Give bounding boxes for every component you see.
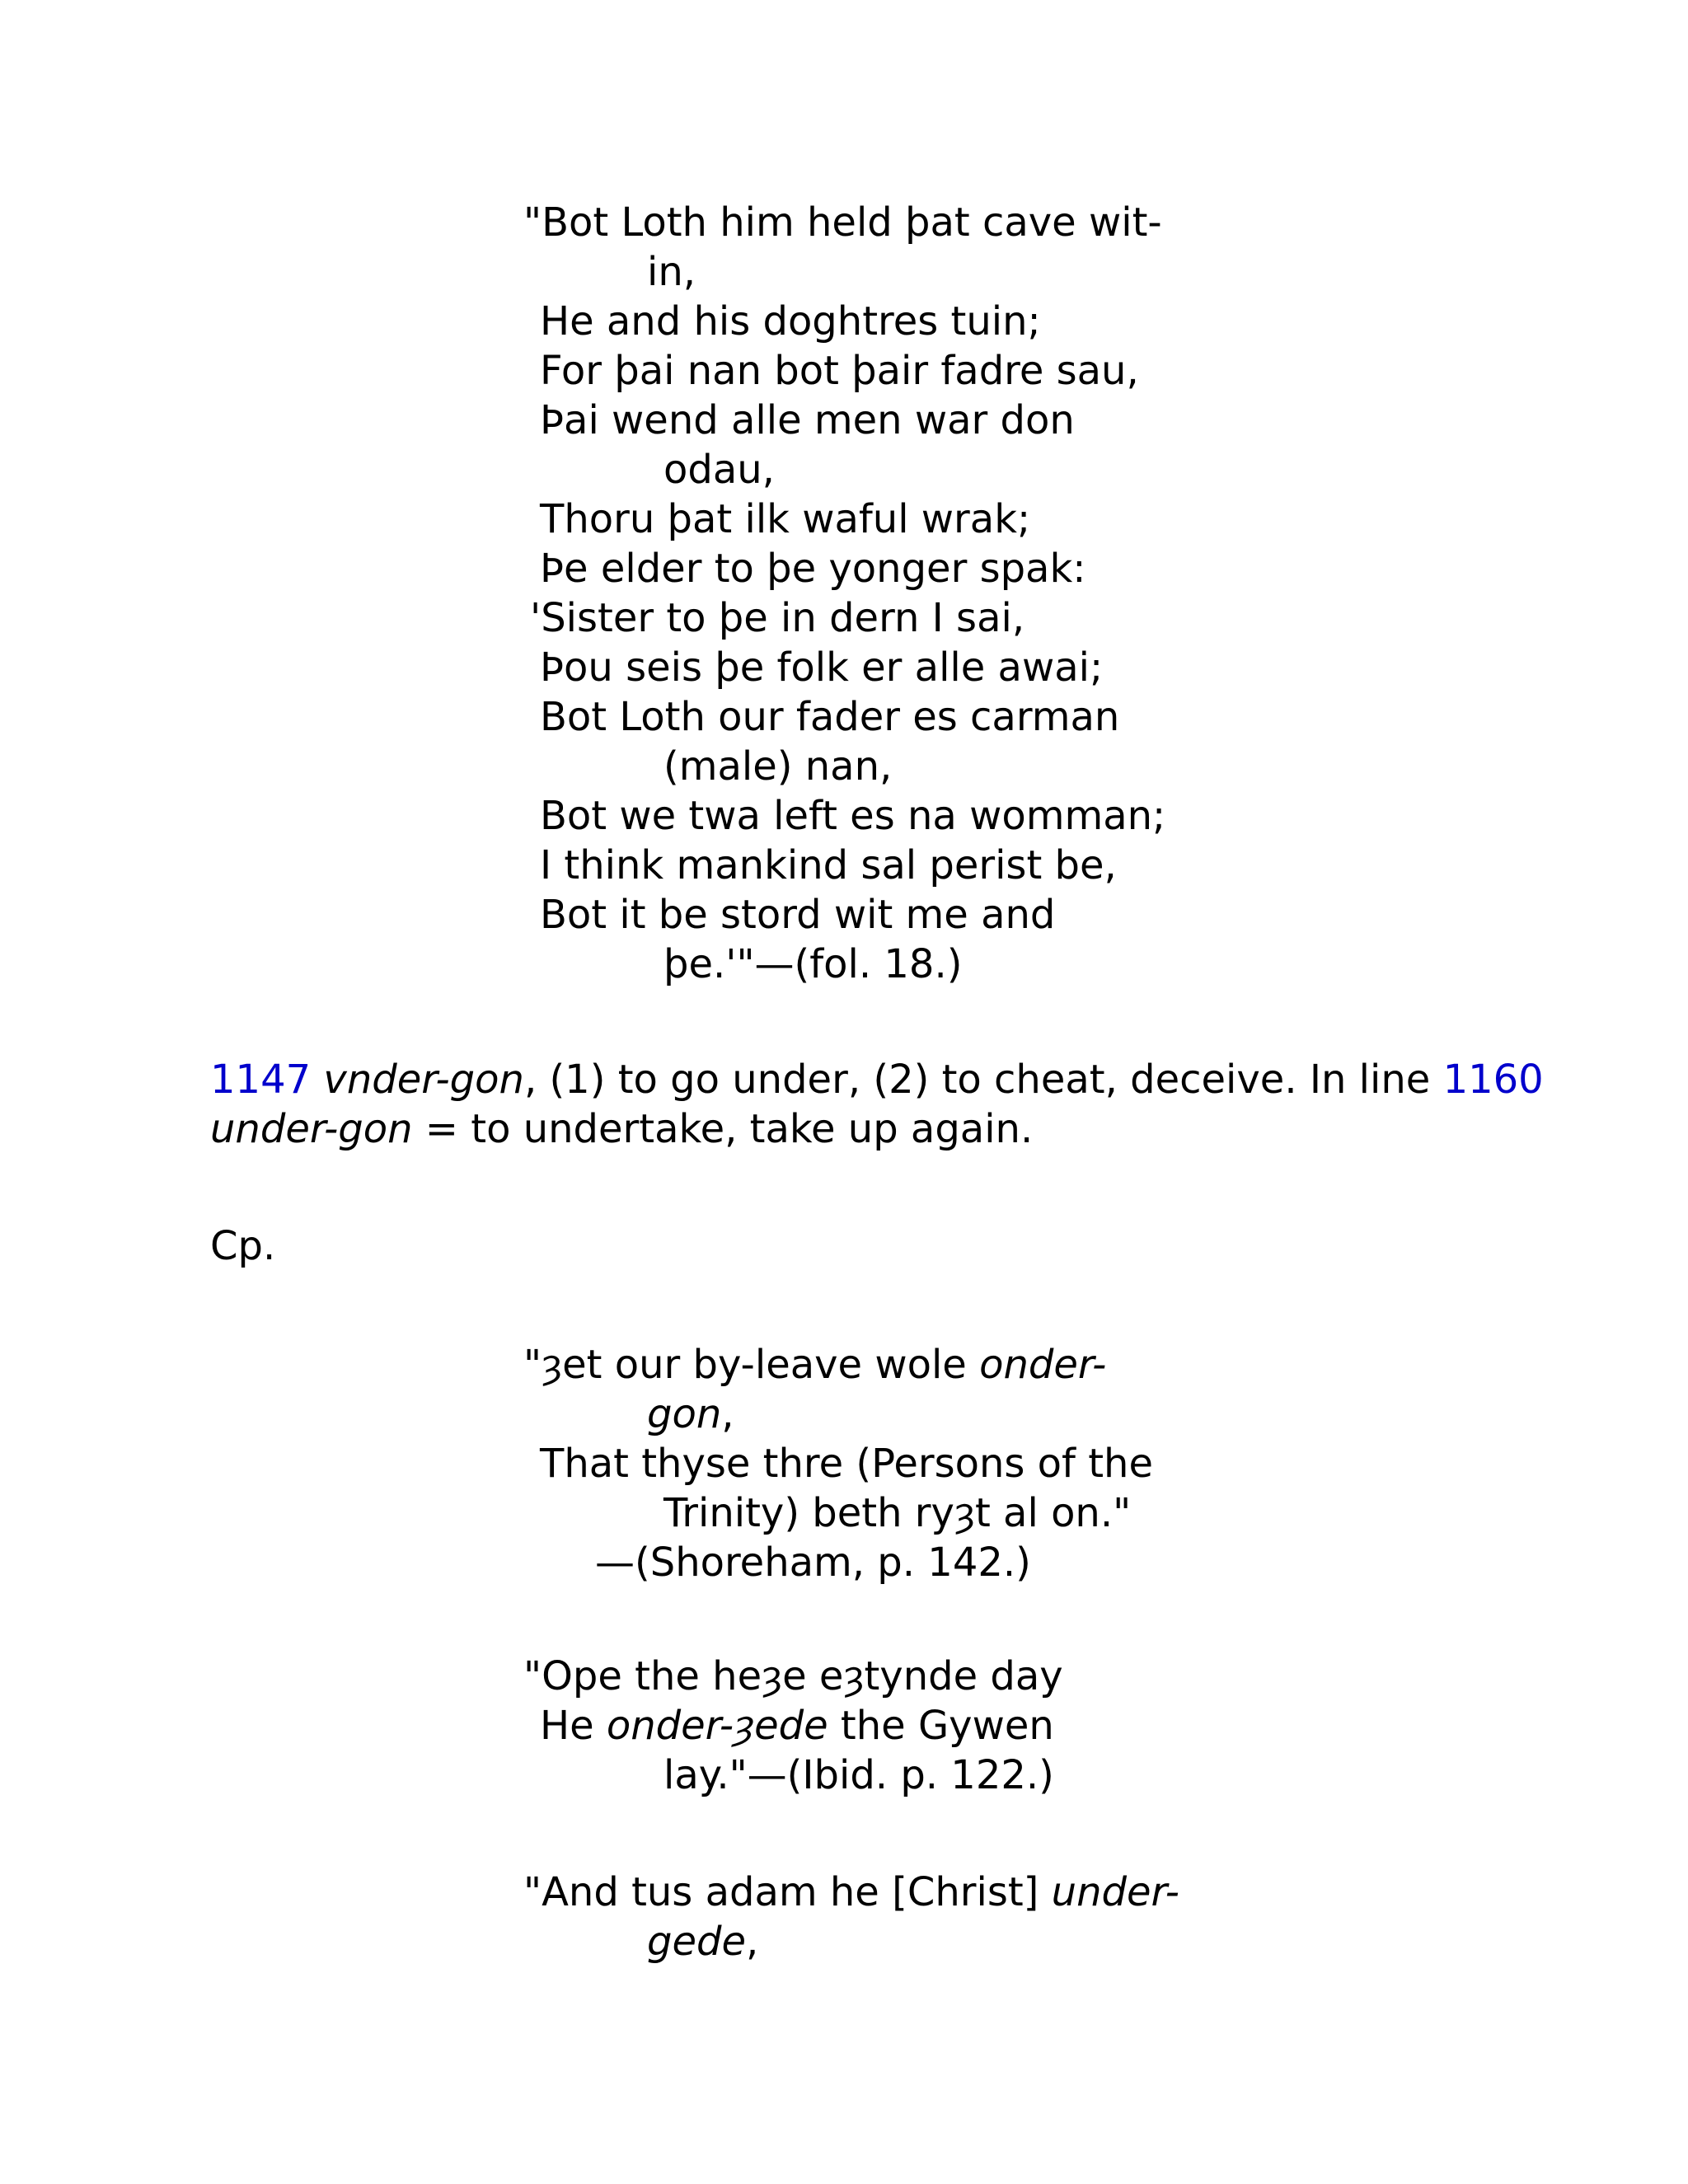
poem-line-continuation: (male) nan,	[663, 743, 893, 790]
poem-line: Bot Loth our fader es carman	[540, 694, 1120, 740]
quote-line	[523, 1868, 1179, 1917]
quote-text: "And tus adam he [Christ]	[523, 1869, 1052, 1915]
quote-text: the Gywen	[828, 1703, 1054, 1749]
poem-line: Þou seis þe folk er alle awai;	[540, 644, 1104, 691]
quote-line-continuation: Trinity) beth ryȝt al on."	[663, 1490, 1132, 1536]
note-line	[210, 1055, 1544, 1104]
poem-line-continuation: in,	[647, 249, 696, 295]
quote-italic: onder-ȝede	[606, 1703, 828, 1749]
definition-text: = to undertake, take up again.	[412, 1106, 1034, 1152]
poem-line: Bot we twa left es na womman;	[540, 793, 1166, 839]
quote-line: "Ope the heȝe eȝtynde day	[523, 1653, 1063, 1699]
quote-text: ,	[721, 1391, 734, 1437]
compare-label: Cp.	[210, 1223, 276, 1269]
poem-line: He and his doghtres tuin;	[540, 298, 1041, 344]
poem-line: For þai nan bot þair fadre sau,	[540, 348, 1139, 394]
headword: under-gon	[210, 1106, 413, 1152]
quote-line: That thyse thre (Persons of the	[540, 1441, 1153, 1487]
quote-text: ,	[746, 1919, 759, 1965]
line-ref-link-1147[interactable]: 1147	[210, 1057, 312, 1103]
quote-italic: gon	[647, 1391, 722, 1437]
poem-line: I think mankind sal perist be,	[540, 842, 1117, 888]
poem-line-continuation: odau,	[663, 447, 775, 493]
quote-text: He	[540, 1703, 607, 1749]
quote-text: "ȝet our by-leave wole	[523, 1342, 980, 1388]
quote-italic: onder-	[979, 1342, 1107, 1388]
quote-italic: under-	[1051, 1869, 1179, 1915]
quote-italic: gede	[647, 1919, 746, 1965]
poem-line: Thoru þat ilk waful wrak;	[540, 496, 1031, 542]
poem-line: 'Sister to þe in dern I sai,	[530, 595, 1025, 641]
headword: vnder-gon	[323, 1057, 524, 1103]
note-line	[210, 1104, 1033, 1154]
poem-line: Þe elder to þe yonger spak:	[540, 546, 1086, 592]
quote-line-continuation	[647, 1390, 734, 1439]
quote-line	[540, 1701, 1054, 1750]
poem-line: Þai wend alle men war don	[540, 397, 1075, 443]
poem-line-continuation: þe.'"—(fol. 18.)	[663, 941, 963, 987]
quote-line	[523, 1340, 1106, 1390]
definition-text: , (1) to go under, (2) to cheat, deceive. In line	[523, 1057, 1443, 1103]
quote-line-continuation	[647, 1917, 758, 1966]
line-ref-link-1160[interactable]: 1160	[1442, 1057, 1544, 1103]
poem-line: "Bot Loth him held þat cave wit-	[523, 199, 1162, 246]
quote-line-continuation: lay."—(Ibid. p. 122.)	[663, 1752, 1054, 1798]
poem-line: Bot it be stord wit me and	[540, 892, 1056, 938]
quote-attribution: —(Shoreham, p. 142.)	[595, 1540, 1031, 1586]
